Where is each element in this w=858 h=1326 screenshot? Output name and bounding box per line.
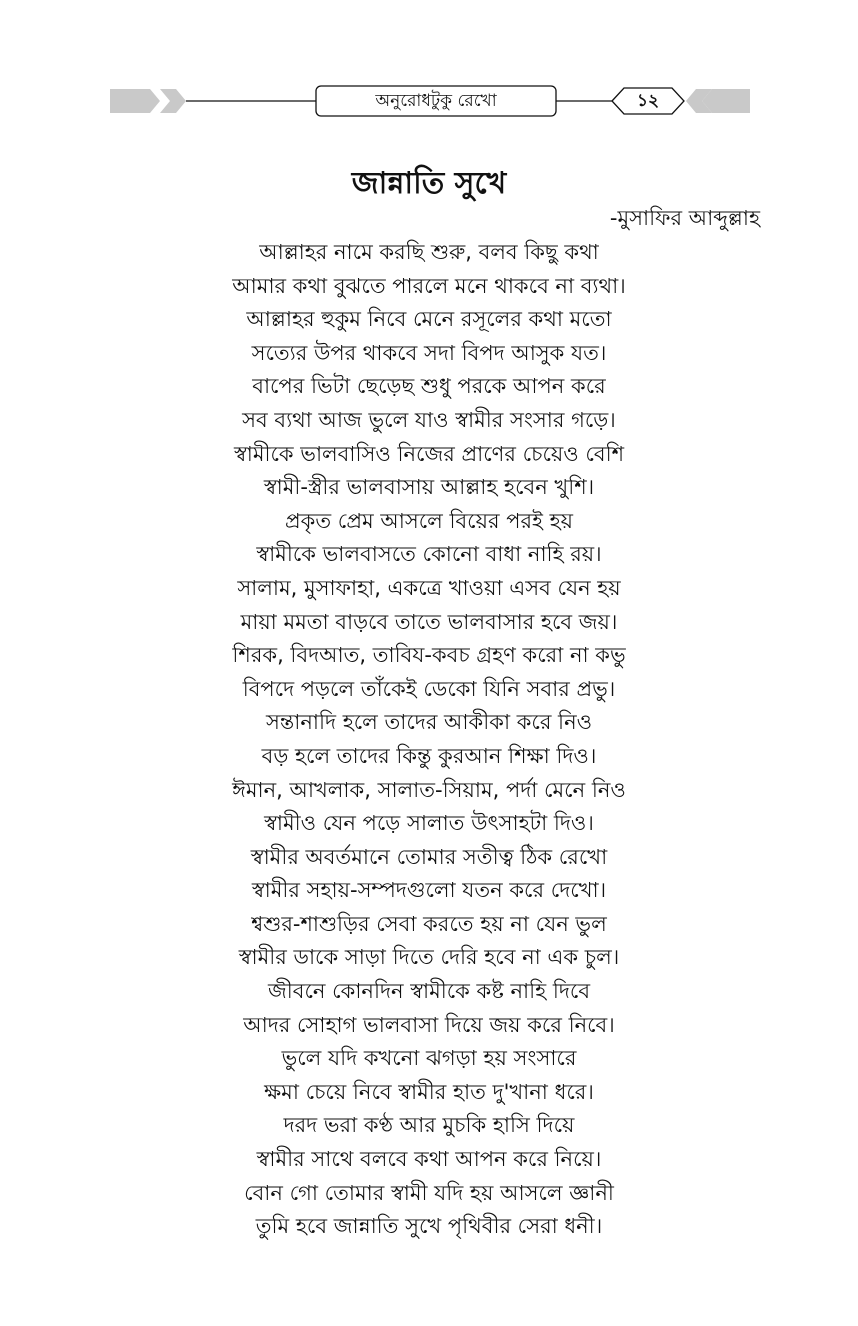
poem-line: তুমি হবে জান্নাতি সুখে পৃথিবীর সেরা ধনী। [255, 1214, 603, 1239]
poem-line: বিপদে পড়লে তাঁকেই ডেকো যিনি সবার প্রভু। [242, 676, 616, 701]
poem-line: সন্তানাদি হলে তাদের আকীকা করে নিও [265, 710, 593, 735]
poem-line: স্বামীর সহায়-সম্পদগুলো যতন করে দেখো। [251, 878, 607, 903]
poem-line: ভুলে যদি কখনো ঝগড়া হয় সংসারে [281, 1046, 577, 1071]
poem-line: আল্লাহর নামে করছি শুরু, বলব কিছু কথা [259, 240, 599, 264]
poem-line: বড় হলে তাদের কিন্তু কুরআন শিক্ষা দিও। [261, 743, 597, 768]
poem-line: স্বামীকে ভালবাসিও নিজের প্রাণের চেয়েও বেশি [233, 441, 625, 466]
page-header [0, 0, 858, 140]
poem-line: মায়া মমতা বাড়বে তাতে ভালবাসার হবে জয়। [240, 609, 618, 634]
running-title: অনুরোধটুকু রেখো [375, 91, 497, 111]
poem-line: স্বামীর সাথে বলবে কথা আপন করে নিয়ে। [256, 1147, 602, 1172]
poem-line: ঈমান, আখলাক, সালাত-সিয়াম, পর্দা মেনে নিও [232, 777, 626, 802]
poem-line: প্রকৃত প্রেম আসলে বিয়ের পরই হয় [285, 508, 573, 533]
poem-line: আমার কথা বুঝতে পারলে মনে থাকবে না ব্যথা। [232, 273, 626, 298]
right-ornament-block [702, 89, 750, 113]
header-ornament [0, 0, 858, 140]
poem-line: স্বামীর অবর্তমানে তোমার সতীত্ব ঠিক রেখো [250, 844, 608, 869]
poem-line: ক্ষমা চেয়ে নিবে স্বামীর হাত দু'খানা ধরে। [264, 1079, 594, 1104]
poem-line: স্বামীর ডাকে সাড়া দিতে দেরি হবে না এক চুল। [238, 945, 620, 970]
poem-line: স্বামীও যেন পড়ে সালাত উৎসাহটা দিও। [264, 811, 594, 836]
poem-line: দরদ ভরা কণ্ঠ আর মুচকি হাসি দিয়ে [283, 1113, 575, 1138]
poem-line: সত্যের উপর থাকবে সদা বিপদ আসুক যত। [251, 340, 607, 365]
poem-line: জীবনে কোনদিন স্বামীকে কষ্ট নাহি দিবে [267, 979, 591, 1004]
left-ornament-arrow [160, 89, 186, 113]
poem-line: সব ব্যথা আজ ভুলে যাও স্বামীর সংসার গড়ে। [242, 407, 616, 432]
poem-line: সালাম, মুসাফাহা, একত্রে খাওয়া এসব যেন হয় [237, 575, 621, 600]
poem-line: আল্লাহর হুকুম নিবে মেনে রসূলের কথা মতো [246, 307, 612, 332]
poem-line: বাপের ভিটা ছেড়েছ শুধু পরকে আপন করে [252, 374, 606, 399]
poem-line: শ্বশুর-শাশুড়ির সেবা করতে হয় না যেন ভুল [251, 911, 607, 936]
poem-line: শিরক, বিদআত, তাবিয-কবচ গ্রহণ করো না কভু [232, 643, 626, 668]
poem-line: স্বামী-স্ত্রীর ভালবাসায় আল্লাহ হবেন খুশি। [263, 475, 595, 500]
poem-line: বোন গো তোমার স্বামী যদি হয় আসলে জ্ঞানী [244, 1180, 614, 1205]
poem-line: স্বামীকে ভালবাসতে কোনো বাধা নাহি রয়। [256, 542, 602, 567]
poem-body [80, 236, 778, 1244]
poem-author: -মুসাফির আব্দুল্লাহ [609, 206, 760, 230]
page-number: ১২ [636, 91, 660, 111]
poem-line: আদর সোহাগ ভালবাসা দিয়ে জয় করে নিবে। [243, 1012, 615, 1037]
left-ornament-block [110, 89, 160, 113]
poem-title: জান্নাতি সুখে [351, 166, 507, 201]
